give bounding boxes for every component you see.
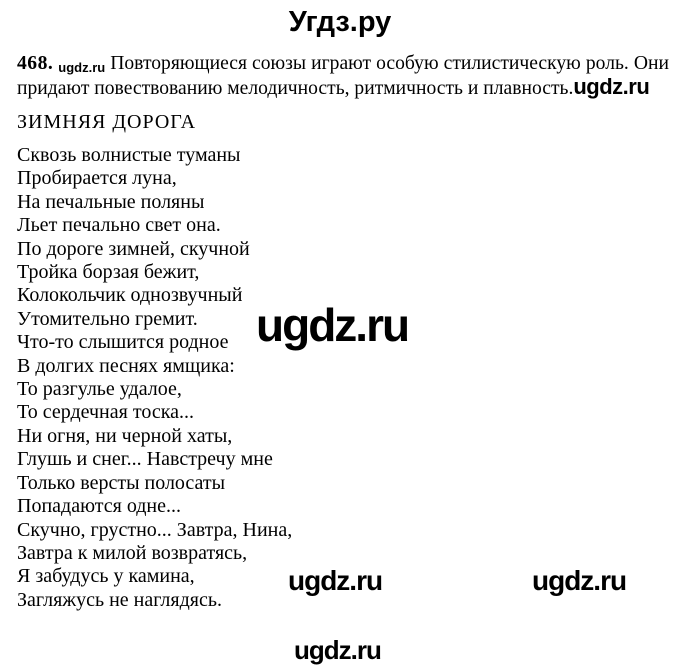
poem-line: Льет печально свет она. <box>17 214 221 237</box>
poem-title: ЗИМНЯЯ ДОРОГА <box>17 111 197 133</box>
poem-line: Попадаются одне... <box>17 495 181 518</box>
poem-line: Глушь и снег... Навстречу мне <box>17 448 273 471</box>
poem-line: Сквозь волнистые туманы <box>17 144 241 166</box>
poem-line: Колокольчик однозвучный <box>17 284 243 307</box>
watermark-small: ugdz.ru <box>58 60 106 75</box>
exercise-text: Повторяющиеся союзы играют особую стилистическую роль. Они придают повествованию мелодичность, ритмичность и плавность. <box>17 53 669 99</box>
exercise-paragraph <box>17 52 669 101</box>
poem-body <box>17 144 292 612</box>
poem-line: Тройка борзая бежит, <box>17 261 200 284</box>
poem-line: Загляжусь не наглядясь. <box>17 588 222 611</box>
poem-line: То сердечная тоска... <box>17 401 194 424</box>
poem-line: На печальные поляны <box>17 190 205 213</box>
poem-line: В долгих песнях ямщика: <box>17 354 235 377</box>
poem-line: Утомительно гремит. <box>17 307 198 330</box>
poem-line: Скучно, грустно... Завтра, Нина, <box>17 518 293 541</box>
poem-line: Только версты полосаты <box>17 471 226 494</box>
poem-line: Пробирается луна, <box>17 167 177 190</box>
poem-line: Ни огня, ни черной хаты, <box>17 424 233 447</box>
exercise-number: 468. <box>17 53 54 74</box>
watermark-large: ugdz.ru <box>256 299 409 351</box>
watermark-footer: ugdz.ru <box>294 635 381 665</box>
site-title: Угдз.ру <box>288 6 392 38</box>
watermark-bottom-right: ugdz.ru <box>532 565 627 596</box>
poem-line: Завтра к милой возвратясь, <box>17 541 248 564</box>
poem-line: Что-то слышится родное <box>17 331 229 354</box>
poem-line: Я забудусь у камина, <box>17 565 195 588</box>
poem-line: То разгулье удалое, <box>17 378 182 401</box>
watermark-inline: ugdz.ru <box>573 74 650 99</box>
poem-line: По дороге зимней, скучной <box>17 237 250 260</box>
watermark-bottom-left: ugdz.ru <box>288 565 383 596</box>
